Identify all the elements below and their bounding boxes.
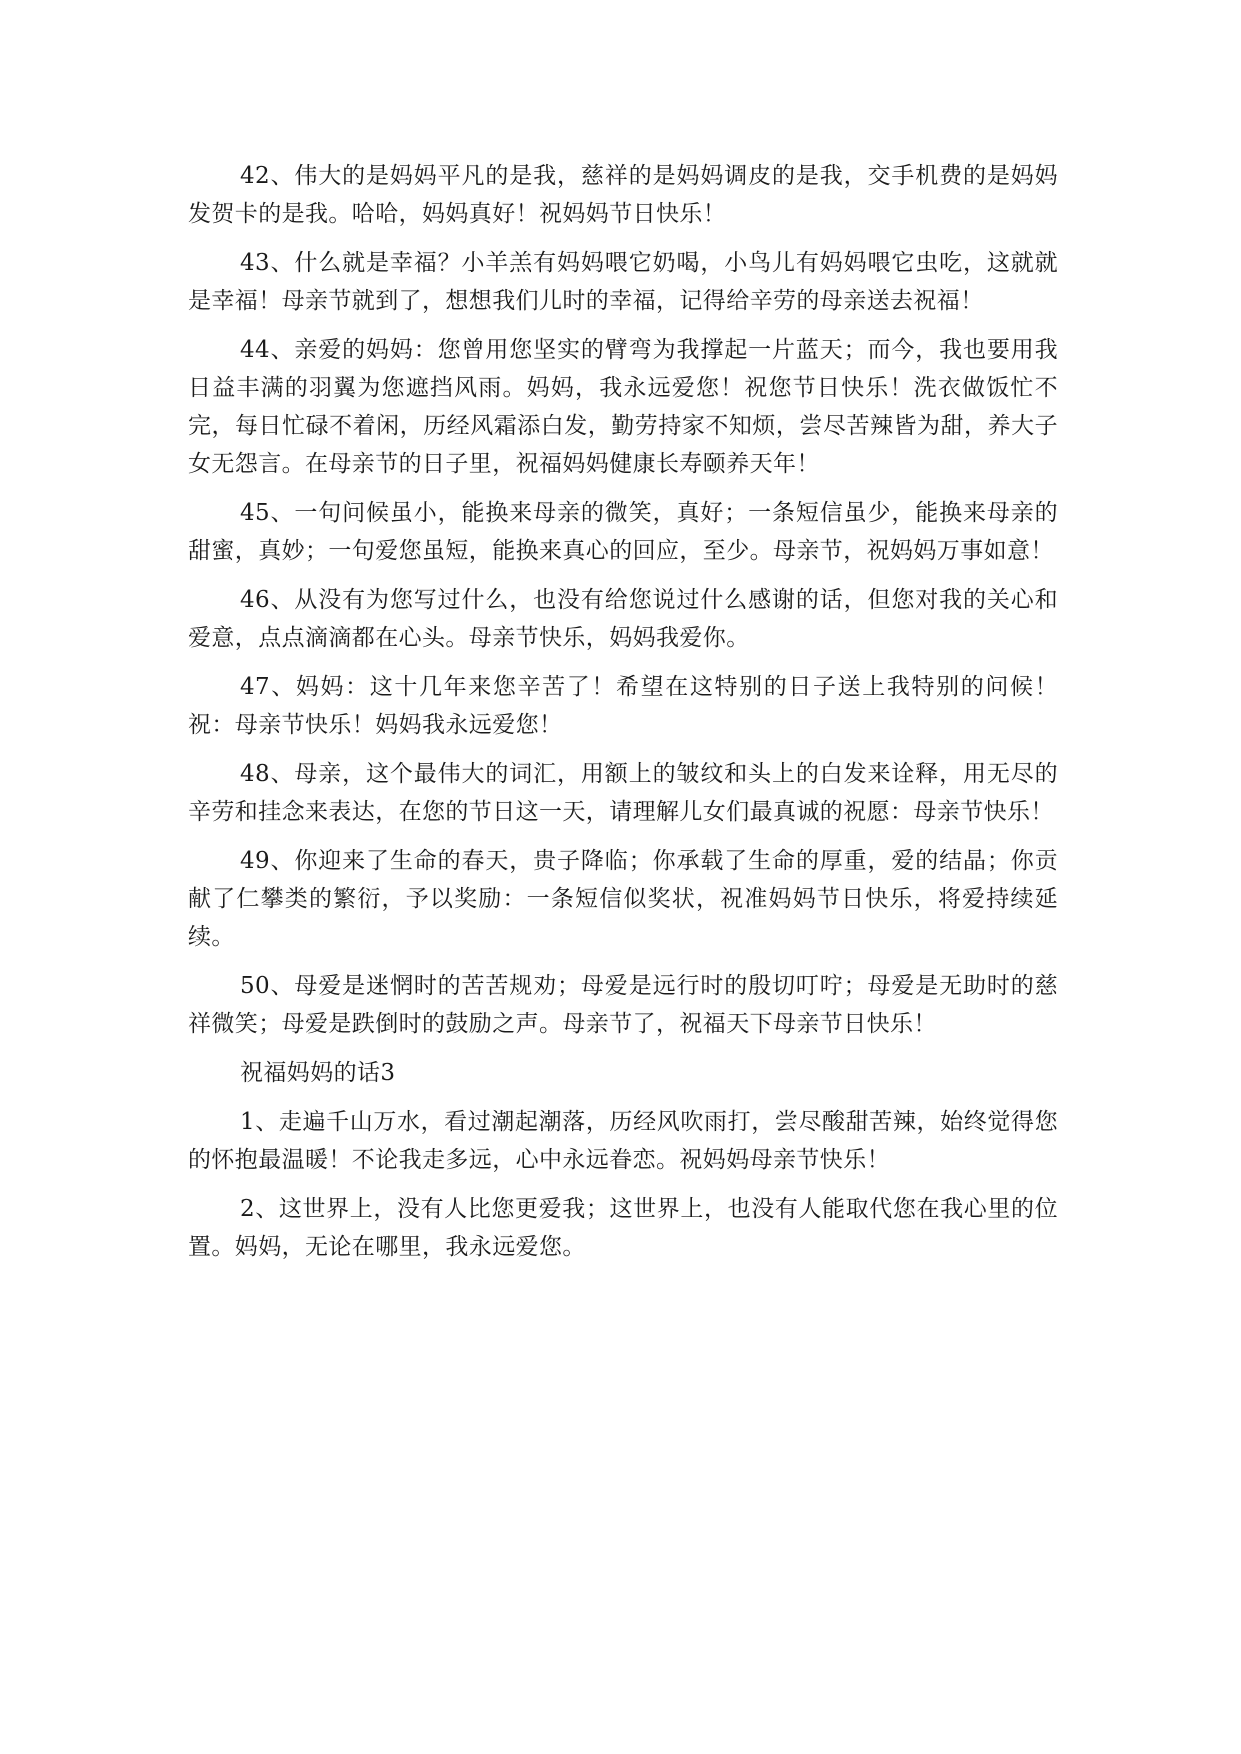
paragraph-49: 49、你迎来了生命的春天，贵子降临；你承载了生命的厚重，爱的结晶；你贡献了仁攀类的繁衍，予以奖励：一条短信似奖状，祝准妈妈节日快乐，将爱持续延续。	[188, 848, 1058, 950]
section-paragraph-1: 1、走遍千山万水，看过潮起潮落，历经风吹雨打，尝尽酸甜苦辣，始终觉得您的怀抱最温暖！不论我走多远，心中永远眷恋。祝妈妈母亲节快乐！	[188, 1109, 1058, 1173]
paragraph-46: 46、从没有为您写过什么，也没有给您说过什么感谢的话，但您对我的关心和爱意，点点滴滴都在心头。母亲节快乐，妈妈我爱你。	[188, 587, 1058, 651]
paragraph-43: 43、什么就是幸福？小羊羔有妈妈喂它奶喝，小鸟儿有妈妈喂它虫吃，这就就是幸福！母亲节就到了，想想我们儿时的幸福，记得给辛劳的母亲送去祝福！	[188, 250, 1058, 314]
document-body	[188, 157, 1058, 1277]
paragraph-48: 48、母亲，这个最伟大的词汇，用额上的皱纹和头上的白发来诠释，用无尽的辛劳和挂念来表达，在您的节日这一天，请理解儿女们最真诚的祝愿：母亲节快乐！	[188, 761, 1058, 825]
paragraph-44: 44、亲爱的妈妈：您曾用您坚实的臂弯为我撑起一片蓝天；而今，我也要用我日益丰满的羽翼为您遮挡风雨。妈妈，我永远爱您！祝您节日快乐！洗衣做饭忙不完，每日忙碌不着闲，历经风霜添白发，勤劳持家不知烦，尝尽苦辣皆为甜，养大子女无怨言。在母亲节的日子里，祝福妈妈健康长寿颐养天年！	[188, 337, 1058, 477]
paragraph-47: 47、妈妈：这十几年来您辛苦了！希望在这特别的日子送上我特别的问候！祝：母亲节快乐！妈妈我永远爱您！	[188, 674, 1058, 738]
section-paragraph-2: 2、这世界上，没有人比您更爱我；这世界上，也没有人能取代您在我心里的位置。妈妈，无论在哪里，我永远爱您。	[188, 1196, 1058, 1260]
paragraph-45: 45、一句问候虽小，能换来母亲的微笑，真好；一条短信虽少，能换来母亲的甜蜜，真妙；一句爱您虽短，能换来真心的回应，至少。母亲节，祝妈妈万事如意！	[188, 500, 1058, 564]
section-heading: 祝福妈妈的话3	[240, 1060, 396, 1086]
paragraph-50: 50、母爱是迷惘时的苦苦规劝；母爱是远行时的殷切叮咛；母爱是无助时的慈祥微笑；母爱是跌倒时的鼓励之声。母亲节了，祝福天下母亲节日快乐！	[188, 973, 1058, 1037]
paragraph-42: 42、伟大的是妈妈平凡的是我，慈祥的是妈妈调皮的是我，交手机费的是妈妈发贺卡的是我。哈哈，妈妈真好！祝妈妈节日快乐！	[188, 163, 1058, 227]
